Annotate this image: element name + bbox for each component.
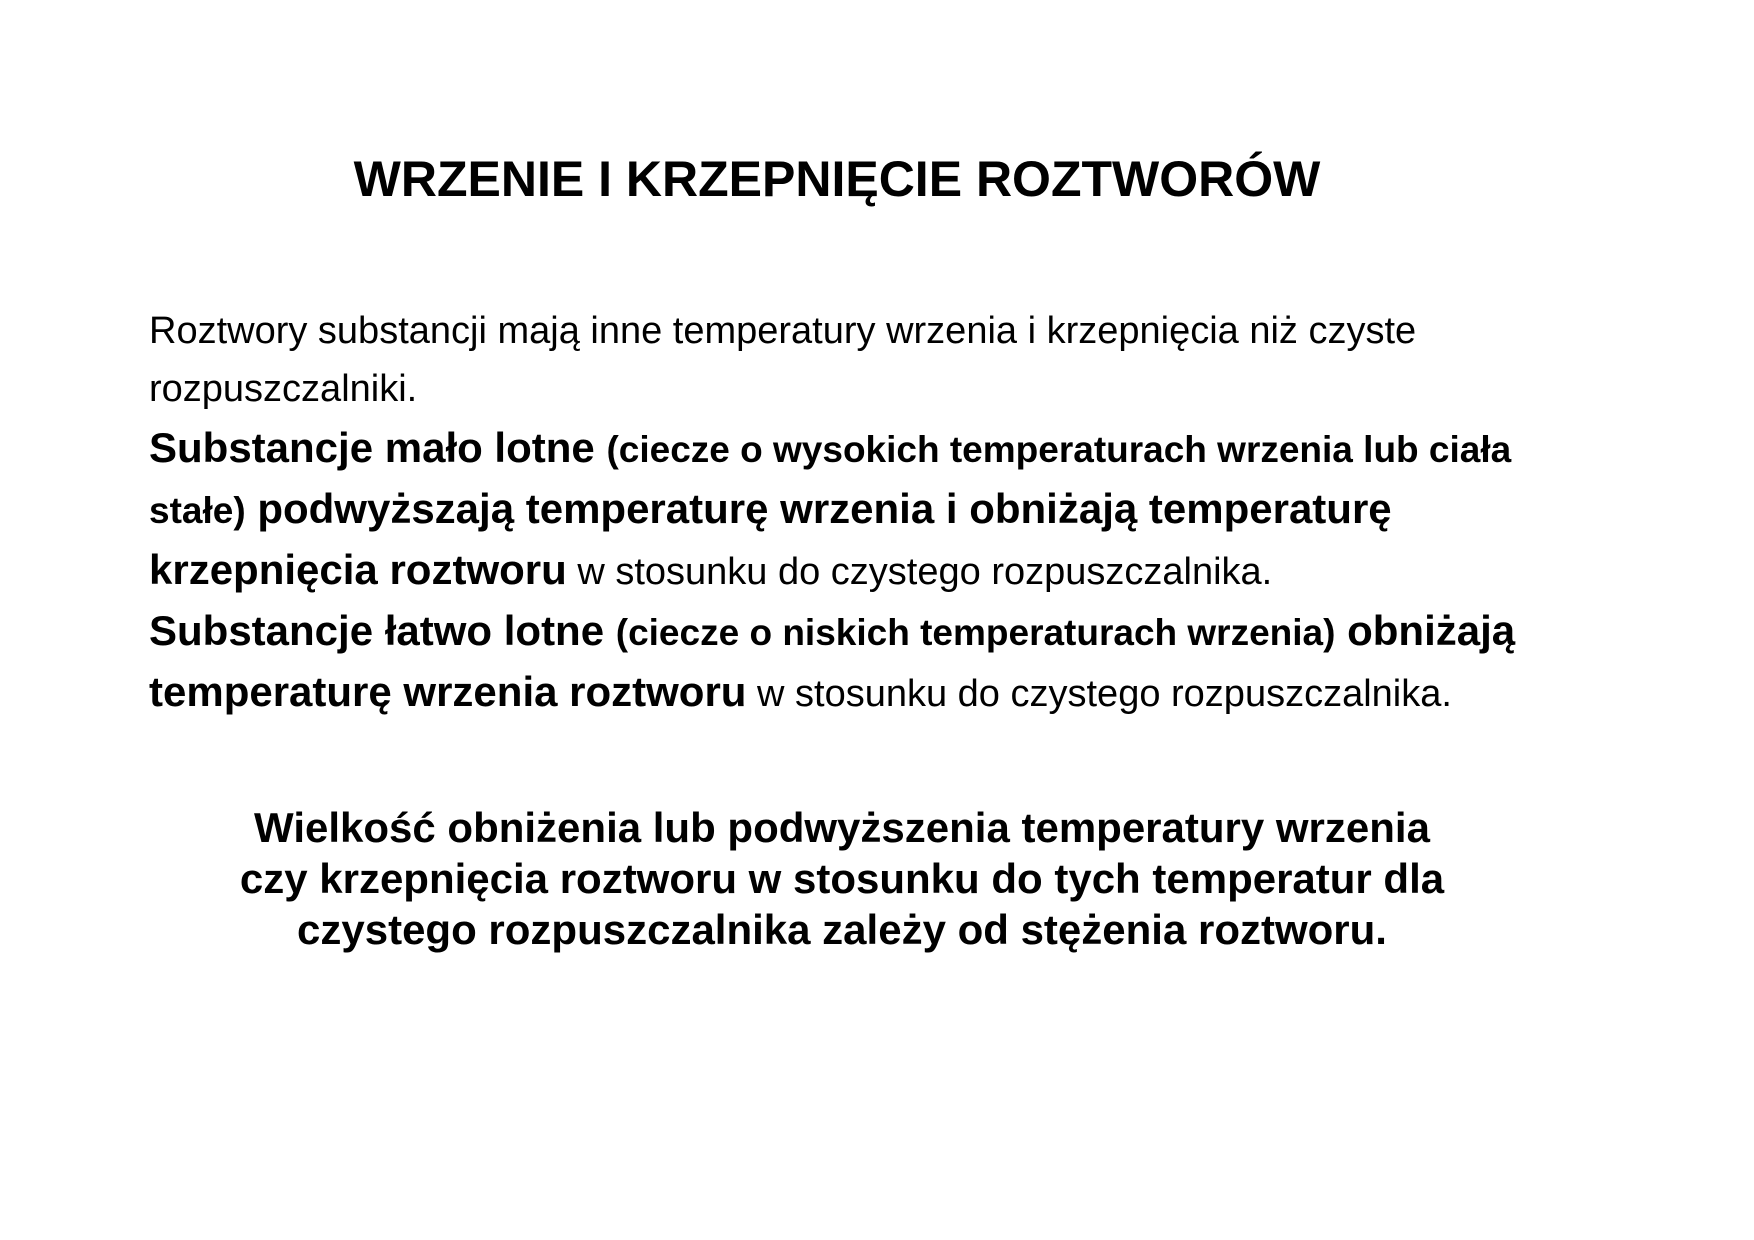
high-volatile-heading: Substancje łatwo lotne [149,607,616,654]
low-volatile-heading: Substancje mało lotne [149,424,607,471]
high-volatile-parenthetical: (ciecze o niskich temperaturach wrzenia) [615,612,1336,653]
page-title: WRZENIE I KRZEPNIĘCIE ROZTWORÓW [353,151,1321,207]
paragraph-low-volatile [149,422,1589,605]
conclusion [0,802,1684,955]
conclusion-line: czystego rozpuszczalnika zależy od stężenia roztworu. [297,906,1387,953]
low-volatile-parenthetical: (ciecze o wysokich temperaturach wrzenia lub ciała stałe) [149,429,1512,531]
low-volatile-tail: w stosunku do czystego rozpuszczalnika. [566,551,1273,593]
intro-text: Roztwory substancji mają inne temperatury wrzenia i krzepnięcia niż czyste rozpuszczalniki. [149,310,1417,410]
paragraph-high-volatile [149,605,1589,727]
high-volatile-effect: obniżają temperaturę wrzenia roztworu [149,607,1516,715]
paragraph-intro [149,306,1589,422]
conclusion-line: czy krzepnięcia roztworu w stosunku do tych temperatur dla [239,855,1445,902]
high-volatile-tail: w stosunku do czystego rozpuszczalnika. [746,673,1452,715]
conclusion-line: Wielkość obniżenia lub podwyższenia temperatury wrzenia [254,804,1430,851]
low-volatile-effect: podwyższają temperaturę wrzenia i obniżają temperaturę krzepnięcia roztworu [149,485,1392,593]
body-text [149,306,1589,727]
